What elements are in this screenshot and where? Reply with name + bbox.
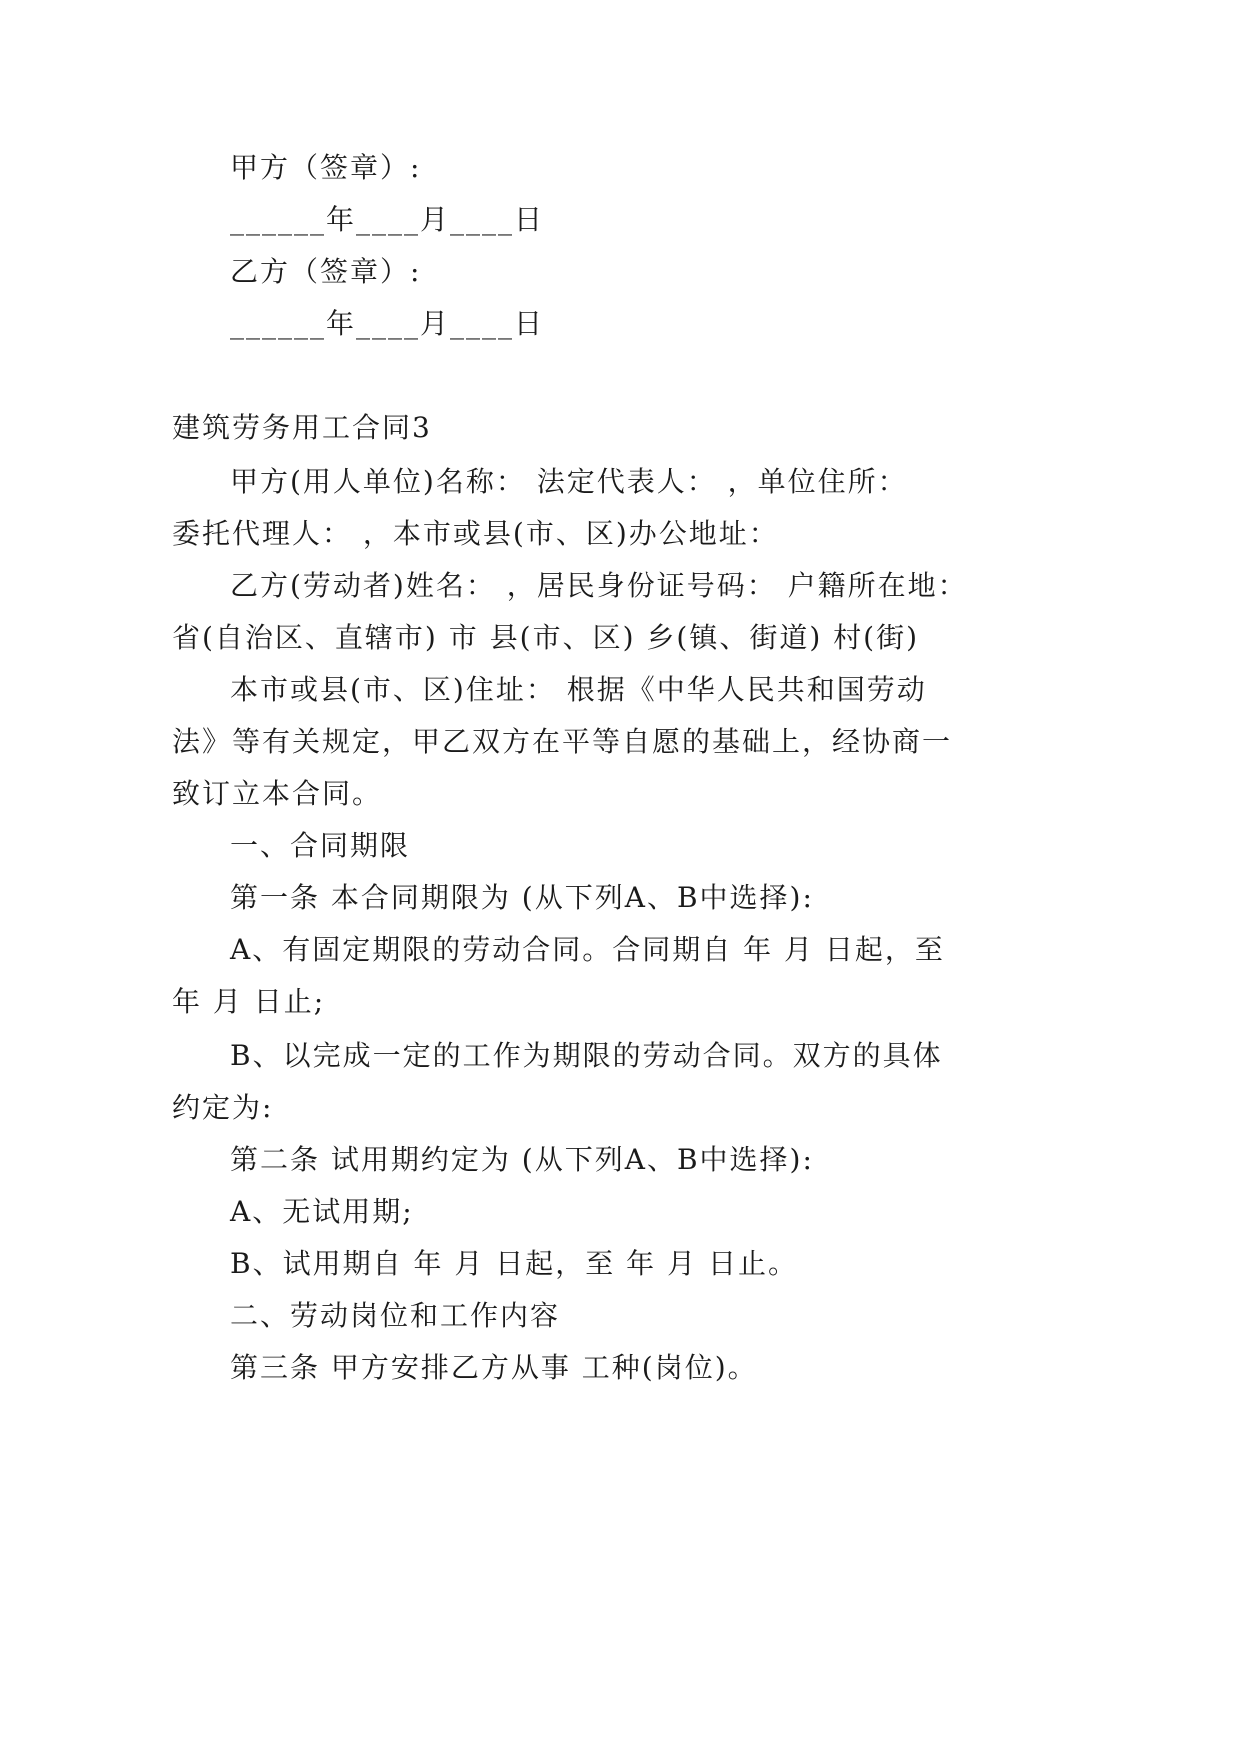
- party-a-date-line: ______年____月____日: [230, 203, 545, 236]
- section-heading: 一、合同期限: [230, 829, 411, 862]
- paragraph-line: 法》等有关规定，甲乙双方在平等自愿的基础上，经协商一: [172, 725, 953, 758]
- clause-line: A、有固定期限的劳动合同。合同期自 年 月 日起，至: [230, 933, 945, 966]
- clause-line: B、试用期自 年 月 日起，至 年 月 日止。: [230, 1247, 798, 1280]
- party-b-signature-label: 乙方（签章）:: [230, 255, 422, 288]
- party-b-date-line: ______年____月____日: [230, 307, 545, 340]
- paragraph-line: 致订立本合同。: [172, 777, 383, 810]
- contract-title: 建筑劳务用工合同3: [172, 411, 432, 444]
- clause-line: 第二条 试用期约定为 (从下列A、B中选择):: [230, 1143, 814, 1176]
- paragraph-line: 乙方(劳动者)姓名： ，居民身份证号码： 户籍所在地：: [230, 569, 968, 602]
- paragraph-line: 本市或县(市、区)住址： 根据《中华人民共和国劳动: [230, 673, 927, 706]
- clause-line: 年 月 日止;: [172, 985, 326, 1018]
- clause-line: 约定为:: [172, 1091, 274, 1124]
- section-heading: 二、劳动岗位和工作内容: [230, 1299, 561, 1332]
- clause-line: 第一条 本合同期限为 (从下列A、B中选择):: [230, 881, 814, 914]
- clause-line: B、以完成一定的工作为期限的劳动合同。双方的具体: [230, 1039, 943, 1072]
- paragraph-line: 委托代理人： ，本市或县(市、区)办公地址：: [172, 517, 779, 550]
- clause-line: 第三条 甲方安排乙方从事 工种(岗位)。: [230, 1351, 758, 1384]
- clause-line: A、无试用期;: [230, 1195, 414, 1228]
- paragraph-line: 省(自治区、直辖市) 市 县(市、区) 乡(镇、街道) 村(街): [172, 621, 919, 654]
- paragraph-line: 甲方(用人单位)名称： 法定代表人： ，单位住所：: [230, 465, 908, 498]
- party-a-signature-label: 甲方（签章）:: [230, 151, 422, 184]
